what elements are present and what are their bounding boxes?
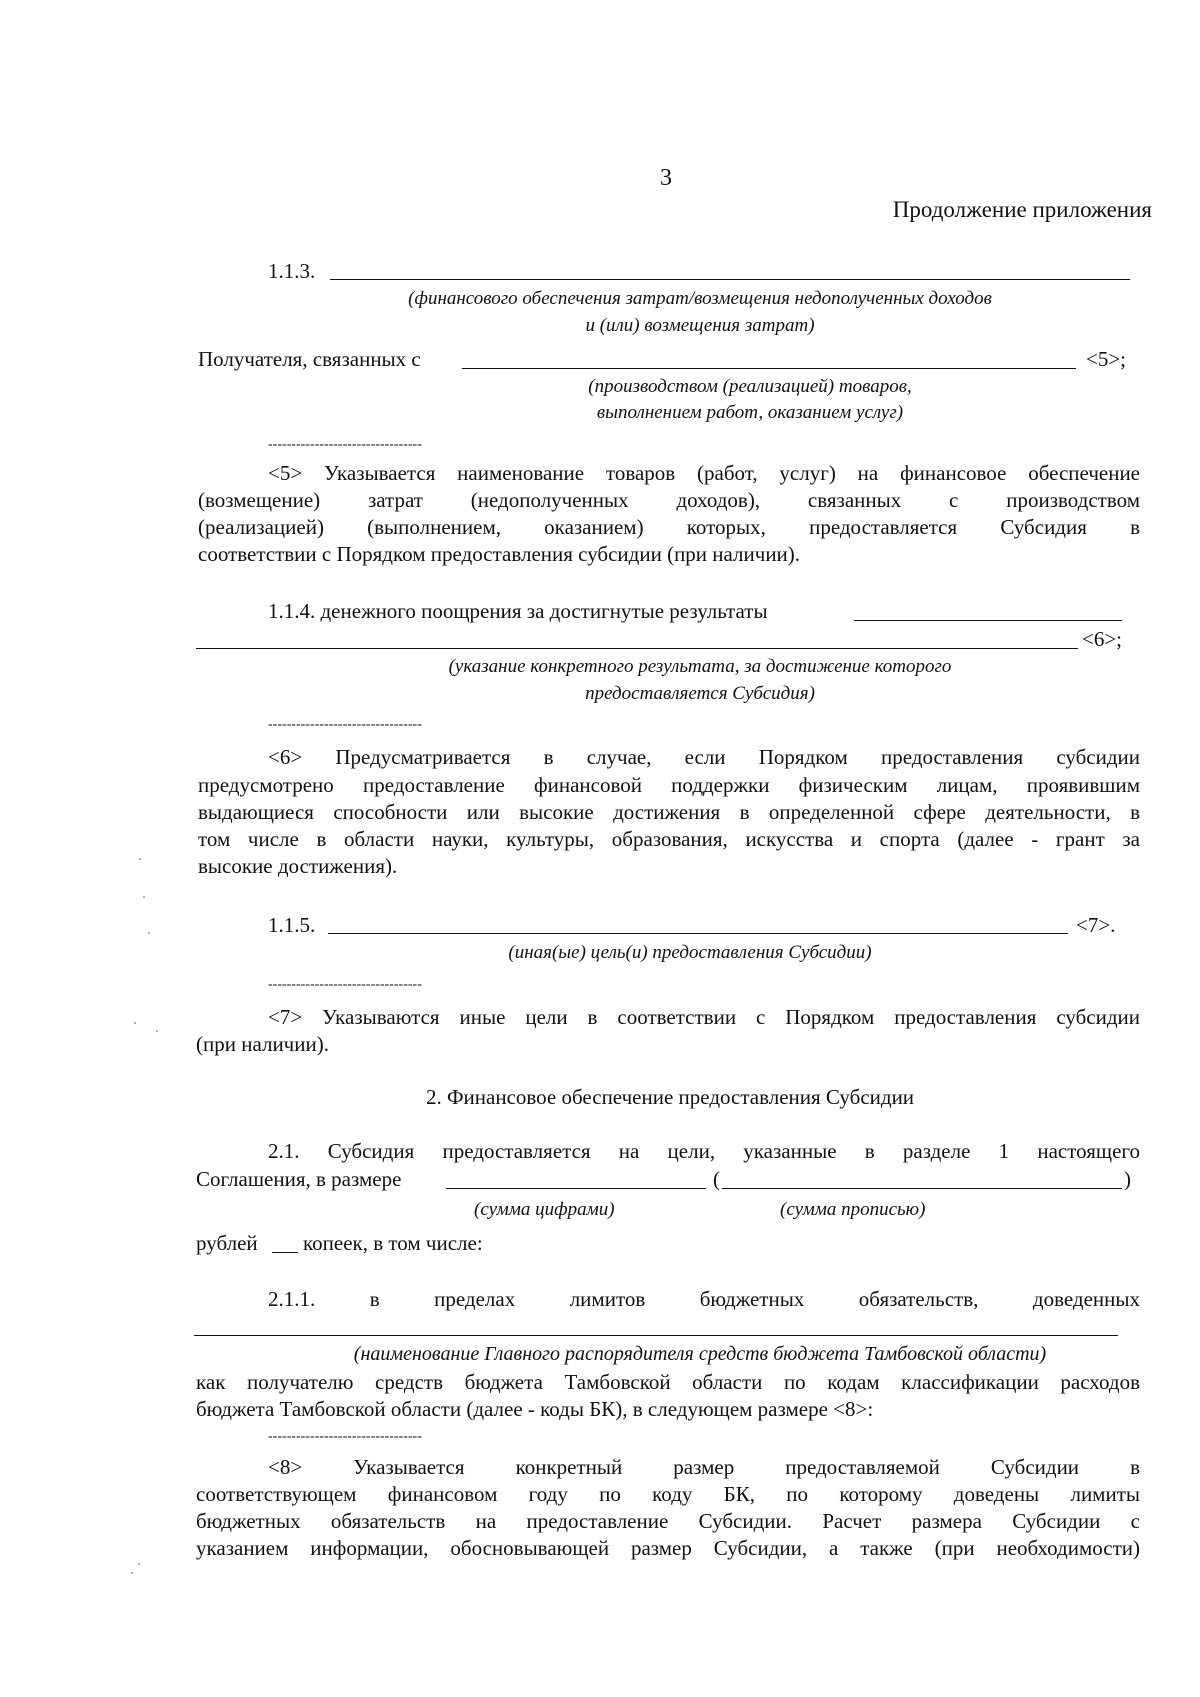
recipient-text: Получателя, связанных с	[198, 347, 421, 371]
page-number: 3	[660, 165, 672, 191]
fill-line	[330, 279, 1130, 280]
field-caption: (производством (реализацией) товаров,	[588, 376, 912, 397]
clause-1-1-3-number: 1.1.3.	[268, 259, 316, 283]
field-caption: (сумма прописью)	[780, 1199, 926, 1220]
kopeks-label: копеек, в том числе:	[303, 1231, 483, 1255]
clause-2-1-1: 2.1.1. в пределах лимитов бюджетных обязательств, доведенных	[268, 1287, 1140, 1311]
fill-line	[446, 1188, 706, 1189]
field-caption: выполнением работ, оказанием услуг)	[596, 402, 904, 423]
scan-speck	[138, 1563, 140, 1565]
header-continuation: Продолжение приложения	[892, 197, 1152, 222]
field-caption: предоставляется Субсидия)	[585, 683, 815, 704]
footnote-separator: ---------------------------------	[268, 1429, 422, 1444]
clause-1-1-4: 1.1.4. денежного поощрения за достигнутые результаты	[268, 599, 768, 623]
field-caption: и (или) возмещения затрат)	[585, 315, 815, 336]
fill-line	[462, 368, 1076, 369]
field-caption: (указание конкретного результата, за достижение которого	[448, 656, 952, 677]
footnote-ref: <6>;	[1082, 627, 1123, 651]
field-caption: (сумма цифрами)	[474, 1199, 615, 1220]
footnote-separator: ---------------------------------	[268, 717, 422, 732]
field-caption: (финансового обеспечения затрат/возмещения недополученных доходов	[408, 288, 992, 309]
footnote-separator: ---------------------------------	[268, 977, 422, 992]
scan-speck	[134, 1022, 136, 1024]
scan-speck	[131, 1572, 133, 1574]
fill-line	[722, 1188, 1122, 1189]
fill-line	[854, 620, 1122, 621]
paren-close: )	[1124, 1167, 1131, 1191]
fill-line	[272, 1252, 298, 1253]
scan-speck	[143, 896, 145, 898]
footnote-separator: ---------------------------------	[268, 437, 422, 452]
scan-speck	[148, 932, 150, 934]
footnote-ref: <7>.	[1076, 913, 1116, 937]
field-caption: (иная(ые) цель(и) предоставления Субсидии)	[508, 942, 872, 963]
section-title: 2. Финансовое обеспечение предоставления Субсидии	[425, 1085, 915, 1109]
rubles-label: рублей	[196, 1231, 258, 1255]
fill-line	[196, 648, 1078, 649]
footnote-ref: <5>;	[1086, 347, 1127, 371]
fill-line	[194, 1335, 1118, 1336]
paren-open: (	[713, 1167, 720, 1191]
fill-line	[328, 933, 1068, 934]
scan-speck	[156, 1030, 158, 1032]
scan-speck	[139, 858, 141, 860]
clause-1-1-5-number: 1.1.5.	[268, 913, 316, 937]
field-caption: (наименование Главного распорядителя средств бюджета Тамбовской области)	[353, 1343, 1047, 1365]
